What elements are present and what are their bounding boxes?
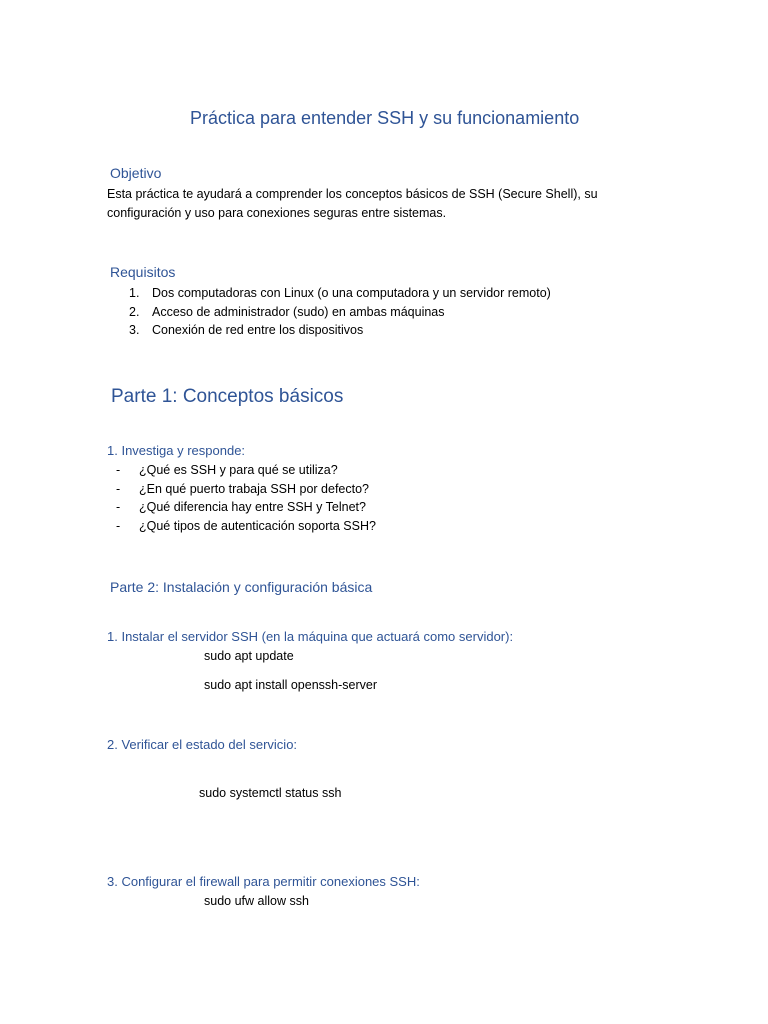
- requirements-heading: Requisitos: [110, 264, 176, 280]
- list-item-text: Dos computadoras con Linux (o una computadora y un servidor remoto): [152, 286, 551, 300]
- requirements-list: [129, 284, 551, 340]
- list-item: [116, 517, 376, 536]
- list-item: [129, 321, 551, 340]
- list-item-text: Conexión de red entre los dispositivos: [152, 323, 364, 337]
- list-marker: 2.: [129, 304, 140, 319]
- command-line: sudo apt update: [204, 649, 294, 663]
- list-item-text: Acceso de administrador (sudo) en ambas máquinas: [152, 304, 445, 319]
- part1-questions-list: [116, 461, 376, 535]
- list-marker: -: [116, 481, 121, 496]
- list-item-text: ¿Qué tipos de autenticación soporta SSH?: [139, 518, 376, 533]
- list-marker: -: [116, 463, 121, 477]
- part1-step1-heading: 1. Investiga y responde:: [107, 443, 246, 458]
- list-marker: -: [116, 518, 121, 533]
- list-item-text: ¿Qué diferencia hay entre SSH y Telnet?: [139, 500, 366, 514]
- list-item-text: ¿Qué es SSH y para qué se utiliza?: [139, 463, 338, 477]
- part2-step3-heading: 3. Configurar el firewall para permitir conexiones SSH:: [107, 874, 420, 889]
- list-item-text: ¿En qué puerto trabaja SSH por defecto?: [139, 481, 370, 496]
- command-line: sudo systemctl status ssh: [199, 786, 342, 800]
- list-item: [116, 480, 376, 499]
- list-item: [129, 303, 551, 322]
- document-title: Práctica para entender SSH y su funcionamiento: [190, 108, 580, 128]
- command-line: sudo ufw allow ssh: [204, 894, 309, 908]
- command-line: sudo apt install openssh-server: [204, 678, 378, 692]
- list-marker: -: [116, 500, 121, 514]
- list-item: [116, 498, 376, 517]
- list-item: [129, 284, 551, 303]
- list-marker: 1.: [129, 286, 140, 300]
- list-marker: 3.: [129, 323, 140, 337]
- objective-text: Esta práctica te ayudará a comprender los conceptos básicos de SSH (Secure Shell), su configuración y uso para conexiones seguras entre sistemas.: [107, 187, 598, 220]
- part2-heading: Parte 2: Instalación y configuración básica: [110, 579, 373, 595]
- objective-heading: Objetivo: [110, 165, 162, 181]
- part2-step2-heading: 2. Verificar el estado del servicio:: [107, 737, 298, 752]
- list-item: [116, 461, 376, 480]
- part2-step1-heading: 1. Instalar el servidor SSH (en la máquina que actuará como servidor):: [107, 629, 514, 644]
- part1-heading: Parte 1: Conceptos básicos: [111, 386, 344, 407]
